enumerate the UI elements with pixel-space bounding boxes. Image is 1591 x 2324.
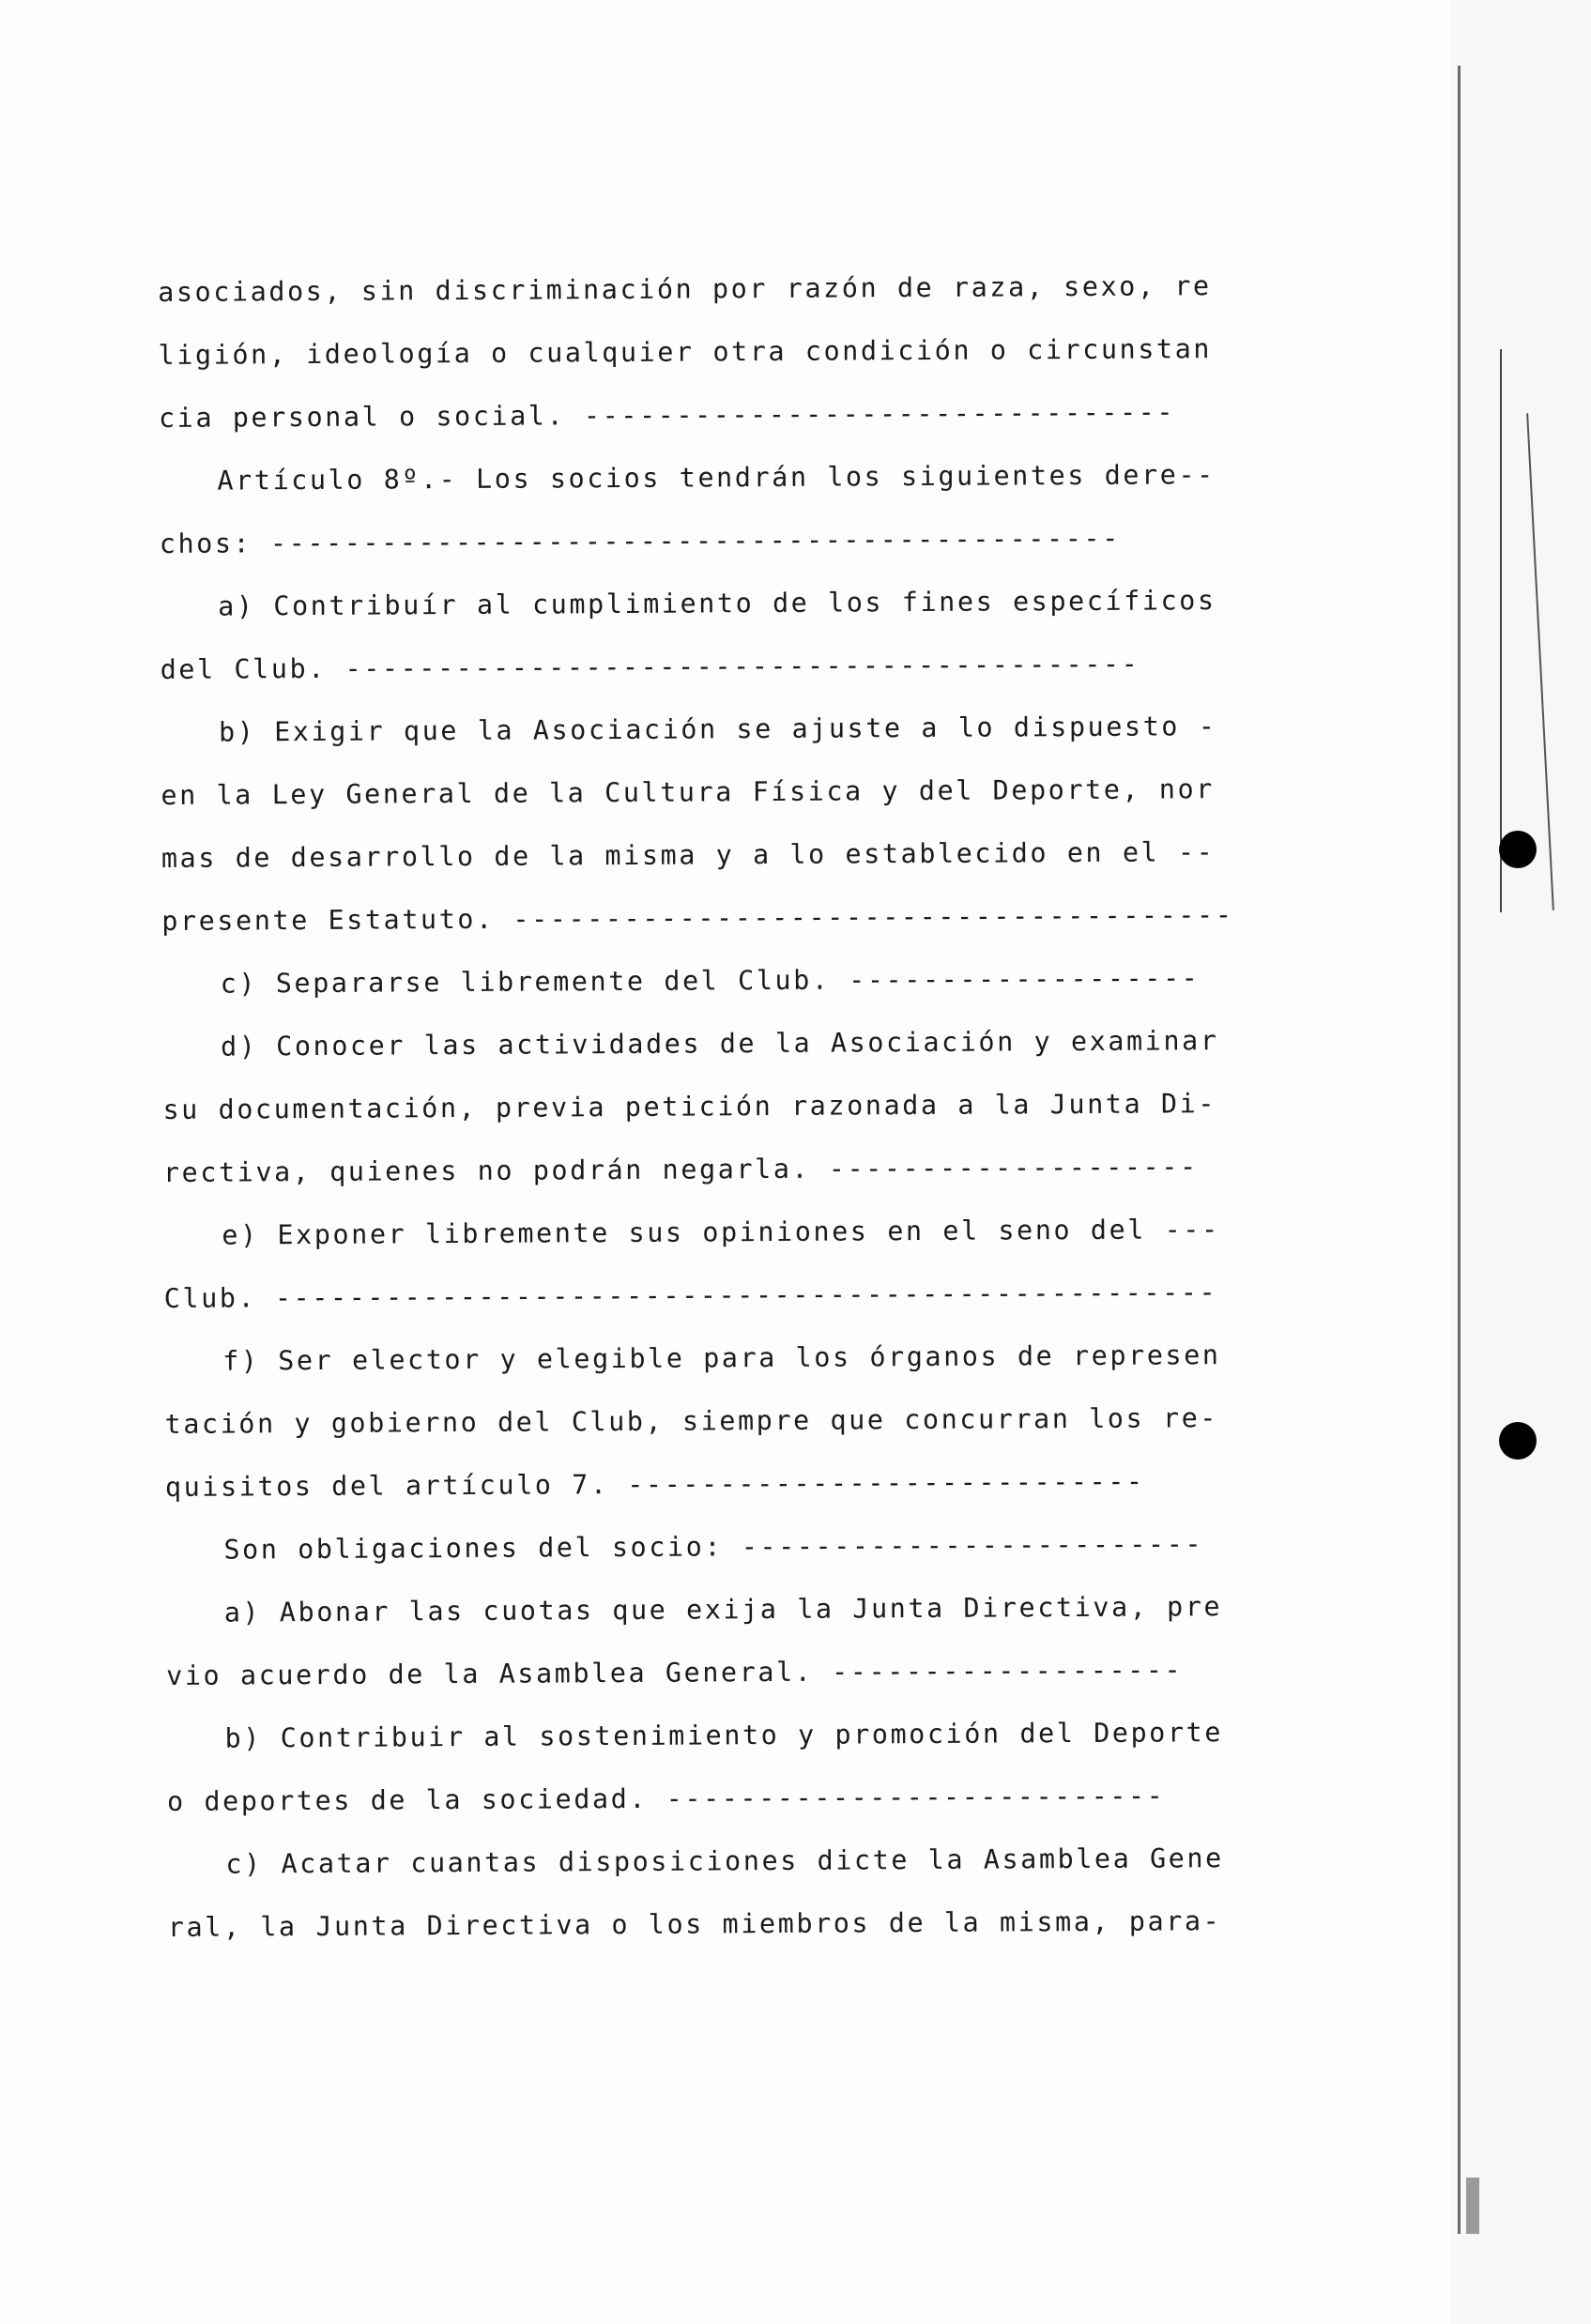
binding-mark-line — [1500, 349, 1502, 912]
article-heading: Artículo 8º.- Los socios tendrán los siguientes dere-- — [217, 459, 1216, 497]
text-line: ligión, ideología o cualquier otra condición o circunstan — [158, 333, 1213, 371]
binding-bottom-mark — [1466, 2178, 1479, 2234]
obligation-item-c: c) Acatar cuantas disposiciones dicte la Asamblea Gene — [225, 1842, 1224, 1880]
text-line: Club. --------------------------------------------------- — [163, 1277, 1218, 1314]
obligation-item-b: b) Contribuir al sostenimiento y promoción del Deporte — [224, 1717, 1224, 1754]
text-line: rectiva, quienes no podrán negarla. -------------------- — [162, 1151, 1199, 1188]
page-edge-shadow — [1451, 0, 1591, 2324]
text-line: su documentación, previa petición razonada a la Junta Di- — [162, 1088, 1217, 1125]
list-item-a: a) Contribuír al cumplimiento de los fines específicos — [218, 585, 1216, 622]
list-item-b: b) Exigir que la Asociación se ajuste a lo dispuesto - — [218, 711, 1217, 748]
binding-edge-line — [1458, 66, 1461, 2234]
text-line: o deportes de la sociedad. --------------------------- — [166, 1780, 1166, 1817]
text-line: en la Ley General de la Cultura Física y del Deporte, nor — [161, 773, 1216, 811]
list-item-c: c) Separarse libremente del Club. ------------------- — [220, 962, 1201, 1000]
text-line: ral, la Junta Directiva o los miembros de la misma, para- — [167, 1905, 1222, 1943]
obligation-item-a: a) Abonar las cuotas que exija la Junta Directiva, pre — [223, 1591, 1223, 1628]
list-item-f: f) Ser elector y elegible para los órganos de represen — [222, 1339, 1221, 1377]
text-line: mas de desarrollo de la misma y a lo establecido en el -- — [161, 836, 1216, 874]
text-line: asociados, sin discriminación por razón de raza, sexo, re — [158, 270, 1212, 308]
document-text-block — [158, 254, 1276, 1959]
obligations-heading: Son obligaciones del socio: ------------------------- — [223, 1528, 1204, 1566]
text-line: tación y gobierno del Club, siempre que concurran los re- — [164, 1402, 1219, 1440]
punch-hole — [1499, 831, 1537, 868]
text-line: del Club. ------------------------------------------- — [160, 648, 1140, 685]
text-line: quisitos del artículo 7. ---------------------------- — [164, 1465, 1145, 1503]
list-item-e: e) Exponer libremente sus opiniones en el seno del --- — [222, 1214, 1220, 1251]
list-item-d: d) Conocer las actividades de la Asociación y examinar — [221, 1025, 1219, 1063]
text-line: chos: ---------------------------------------------- — [159, 522, 1121, 559]
text-line: presente Estatuto. --------------------------------------- — [161, 899, 1234, 937]
text-line: cia personal o social. -------------------------------- — [158, 396, 1176, 434]
punch-hole — [1499, 1422, 1537, 1460]
text-line: vio acuerdo de la Asamblea General. ------------------- — [166, 1654, 1184, 1691]
